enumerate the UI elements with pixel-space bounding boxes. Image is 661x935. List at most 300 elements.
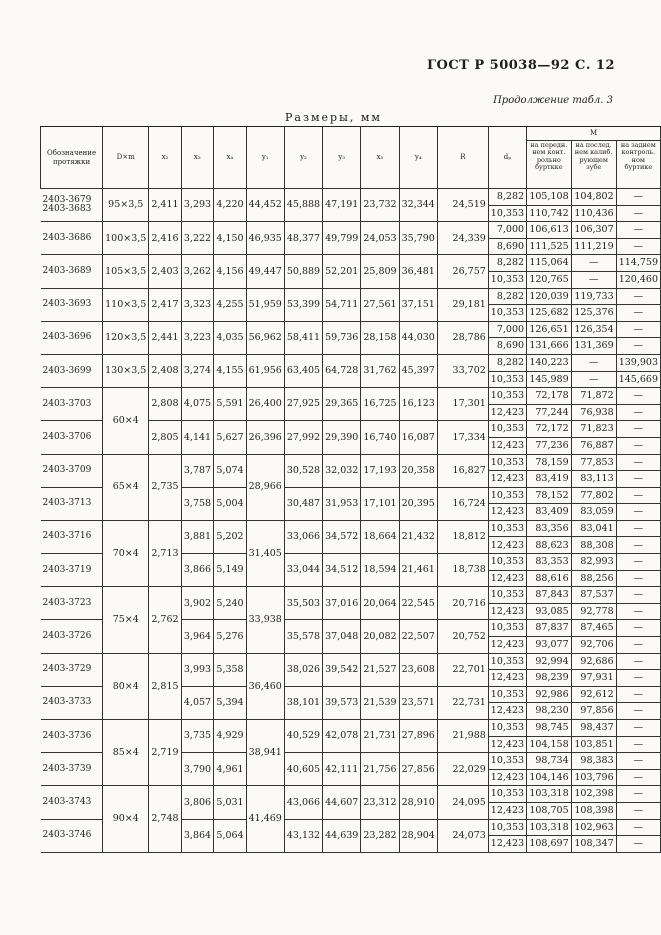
header-m: M bbox=[527, 127, 661, 141]
r-cell: 16,724 bbox=[437, 487, 488, 520]
header-dm: D×m bbox=[103, 127, 149, 189]
m-front-cell: 83,409 bbox=[527, 504, 572, 521]
designation-cell: 2403-3719 bbox=[41, 554, 103, 587]
m-last-cell: 77,853 bbox=[571, 454, 616, 471]
header-y3: y₃ bbox=[323, 127, 361, 189]
x5-cell: 21,731 bbox=[361, 720, 399, 753]
y4-cell: 45,397 bbox=[399, 354, 437, 387]
y3-cell: 32,032 bbox=[323, 454, 361, 487]
m-front-cell: 115,064 bbox=[527, 255, 572, 272]
dp-cell: 12,423 bbox=[488, 836, 526, 853]
y3-cell: 29,365 bbox=[323, 388, 361, 421]
m-last-cell: — bbox=[571, 354, 616, 371]
dm-cell: 100×3,5 bbox=[103, 222, 149, 255]
m-rear-cell: — bbox=[616, 471, 660, 488]
y4-cell: 44,030 bbox=[399, 321, 437, 354]
x3-cell: 3,806 bbox=[181, 786, 214, 819]
y2-cell: 40,529 bbox=[284, 720, 322, 753]
table-row bbox=[41, 653, 661, 670]
m-rear-cell: — bbox=[616, 222, 660, 239]
m-rear-cell: — bbox=[616, 305, 660, 322]
y1-cell: 49,447 bbox=[246, 255, 284, 288]
table-continuation-note: Продолжение табл. 3 bbox=[493, 95, 613, 106]
designation-cell: 2403-3713 bbox=[41, 487, 103, 520]
r-cell: 33,702 bbox=[437, 354, 488, 387]
table-row bbox=[41, 321, 661, 338]
dp-cell: 10,353 bbox=[488, 819, 526, 836]
m-last-cell: 87,537 bbox=[571, 587, 616, 604]
dp-cell: 12,423 bbox=[488, 603, 526, 620]
y4-cell: 27,896 bbox=[399, 720, 437, 753]
m-front-cell: 120,039 bbox=[527, 288, 572, 305]
header-y4: y₄ bbox=[399, 127, 437, 189]
x4-cell: 4,155 bbox=[214, 354, 247, 387]
m-last-cell: — bbox=[571, 371, 616, 388]
m-front-cell: 83,353 bbox=[527, 554, 572, 571]
m-rear-cell: — bbox=[616, 753, 660, 770]
y4-cell: 35,790 bbox=[399, 222, 437, 255]
header-m-front: на передн. нем конт. рольно бурткке bbox=[527, 141, 572, 189]
m-last-cell: 103,796 bbox=[571, 769, 616, 786]
x5-cell: 23,312 bbox=[361, 786, 399, 819]
x3-cell: 3,262 bbox=[181, 255, 214, 288]
m-last-cell: 98,437 bbox=[571, 720, 616, 737]
y3-cell: 44,639 bbox=[323, 819, 361, 852]
r-cell: 18,812 bbox=[437, 520, 488, 553]
r-cell: 18,738 bbox=[437, 554, 488, 587]
dp-cell: 10,353 bbox=[488, 305, 526, 322]
designation-cell: 2403-3716 bbox=[41, 520, 103, 553]
y3-cell: 54,711 bbox=[323, 288, 361, 321]
table-row bbox=[41, 288, 661, 305]
m-front-cell: 87,843 bbox=[527, 587, 572, 604]
x3-cell: 3,993 bbox=[181, 653, 214, 686]
x2-cell: 2,417 bbox=[149, 288, 181, 321]
x4-cell: 5,591 bbox=[214, 388, 247, 421]
m-front-cell: 72,178 bbox=[527, 388, 572, 405]
x3-cell: 3,222 bbox=[181, 222, 214, 255]
y2-cell: 38,026 bbox=[284, 653, 322, 686]
y4-cell: 32,344 bbox=[399, 189, 437, 222]
x4-cell: 5,240 bbox=[214, 587, 247, 620]
m-last-cell: 102,398 bbox=[571, 786, 616, 803]
y4-cell: 23,571 bbox=[399, 686, 437, 719]
m-front-cell: 77,244 bbox=[527, 404, 572, 421]
m-rear-cell: — bbox=[616, 786, 660, 803]
designation-cell: 2403-3729 bbox=[41, 653, 103, 686]
m-last-cell: 87,465 bbox=[571, 620, 616, 637]
x2-cell: 2,719 bbox=[149, 720, 181, 786]
m-front-cell: 105,108 bbox=[527, 189, 572, 206]
table-body bbox=[41, 189, 661, 853]
x3-cell: 3,787 bbox=[181, 454, 214, 487]
m-front-cell: 140,223 bbox=[527, 354, 572, 371]
y3-cell: 42,078 bbox=[323, 720, 361, 753]
x2-cell: 2,403 bbox=[149, 255, 181, 288]
m-last-cell: 76,887 bbox=[571, 437, 616, 454]
table-row bbox=[41, 587, 661, 604]
table-row bbox=[41, 720, 661, 737]
m-last-cell: 71,823 bbox=[571, 421, 616, 438]
y4-cell: 21,461 bbox=[399, 554, 437, 587]
dp-cell: 10,353 bbox=[488, 487, 526, 504]
dimensions-table bbox=[40, 126, 661, 853]
designation-cell: 2403-3696 bbox=[41, 321, 103, 354]
header-x2: x₂ bbox=[149, 127, 181, 189]
designation-cell: 2403-3739 bbox=[41, 753, 103, 786]
x4-cell: 4,929 bbox=[214, 720, 247, 753]
x4-cell: 5,394 bbox=[214, 686, 247, 719]
x3-cell: 3,864 bbox=[181, 819, 214, 852]
y4-cell: 22,545 bbox=[399, 587, 437, 620]
dp-cell: 8,282 bbox=[488, 354, 526, 371]
x2-cell: 2,762 bbox=[149, 587, 181, 653]
m-last-cell: 119,733 bbox=[571, 288, 616, 305]
dp-cell: 12,423 bbox=[488, 703, 526, 720]
m-rear-cell: — bbox=[616, 520, 660, 537]
y3-cell: 31,953 bbox=[323, 487, 361, 520]
x4-cell: 4,255 bbox=[214, 288, 247, 321]
m-front-cell: 103,318 bbox=[527, 786, 572, 803]
x4-cell: 5,064 bbox=[214, 819, 247, 852]
x5-cell: 27,561 bbox=[361, 288, 399, 321]
m-front-cell: 131,666 bbox=[527, 338, 572, 355]
dp-cell: 10,353 bbox=[488, 520, 526, 537]
page-header: ГОСТ Р 50038—92 С. 12 bbox=[427, 58, 615, 73]
table-row bbox=[41, 189, 661, 206]
y3-cell: 29,390 bbox=[323, 421, 361, 454]
m-rear-cell: — bbox=[616, 587, 660, 604]
m-rear-cell: — bbox=[616, 620, 660, 637]
y2-cell: 40,605 bbox=[284, 753, 322, 786]
y2-cell: 63,405 bbox=[284, 354, 322, 387]
x2-cell: 2,411 bbox=[149, 189, 181, 222]
m-front-cell: 98,239 bbox=[527, 670, 572, 687]
x2-cell: 2,808 bbox=[149, 388, 181, 421]
m-rear-cell: — bbox=[616, 338, 660, 355]
y4-cell: 20,358 bbox=[399, 454, 437, 487]
dp-cell: 12,423 bbox=[488, 570, 526, 587]
dp-cell: 10,353 bbox=[488, 686, 526, 703]
designation-cell: 2403-3703 bbox=[41, 388, 103, 421]
r-cell: 17,334 bbox=[437, 421, 488, 454]
dp-cell: 8,282 bbox=[488, 189, 526, 206]
y3-cell: 42,111 bbox=[323, 753, 361, 786]
dp-cell: 10,353 bbox=[488, 786, 526, 803]
x4-cell: 5,031 bbox=[214, 786, 247, 819]
dp-cell: 12,423 bbox=[488, 471, 526, 488]
m-front-cell: 111,525 bbox=[527, 238, 572, 255]
y2-cell: 38,101 bbox=[284, 686, 322, 719]
m-front-cell: 88,616 bbox=[527, 570, 572, 587]
m-rear-cell: — bbox=[616, 189, 660, 206]
designation-cell: 2403-3706 bbox=[41, 421, 103, 454]
y3-cell: 64,728 bbox=[323, 354, 361, 387]
x5-cell: 28,158 bbox=[361, 321, 399, 354]
m-front-cell: 78,159 bbox=[527, 454, 572, 471]
r-cell: 22,731 bbox=[437, 686, 488, 719]
r-cell: 24,073 bbox=[437, 819, 488, 852]
y2-cell: 35,578 bbox=[284, 620, 322, 653]
m-front-cell: 83,419 bbox=[527, 471, 572, 488]
m-last-cell: 71,872 bbox=[571, 388, 616, 405]
m-last-cell: 97,856 bbox=[571, 703, 616, 720]
x5-cell: 18,594 bbox=[361, 554, 399, 587]
y3-cell: 44,607 bbox=[323, 786, 361, 819]
x4-cell: 5,074 bbox=[214, 454, 247, 487]
y2-cell: 43,066 bbox=[284, 786, 322, 819]
y2-cell: 45,888 bbox=[284, 189, 322, 222]
y4-cell: 21,432 bbox=[399, 520, 437, 553]
m-front-cell: 92,994 bbox=[527, 653, 572, 670]
y4-cell: 22,507 bbox=[399, 620, 437, 653]
x4-cell: 4,150 bbox=[214, 222, 247, 255]
x2-cell: 2,441 bbox=[149, 321, 181, 354]
m-rear-cell: — bbox=[616, 487, 660, 504]
y3-cell: 34,572 bbox=[323, 520, 361, 553]
y4-cell: 27,856 bbox=[399, 753, 437, 786]
m-last-cell: 88,256 bbox=[571, 570, 616, 587]
table-row bbox=[41, 454, 661, 471]
m-rear-cell: — bbox=[616, 554, 660, 571]
m-rear-cell: 139,903 bbox=[616, 354, 660, 371]
m-last-cell: 98,383 bbox=[571, 753, 616, 770]
r-cell: 24,519 bbox=[437, 189, 488, 222]
m-rear-cell: — bbox=[616, 819, 660, 836]
table-row bbox=[41, 354, 661, 371]
m-rear-cell: — bbox=[616, 670, 660, 687]
dp-cell: 7,000 bbox=[488, 222, 526, 239]
x3-cell: 3,964 bbox=[181, 620, 214, 653]
y3-cell: 52,201 bbox=[323, 255, 361, 288]
y2-cell: 50,889 bbox=[284, 255, 322, 288]
m-last-cell: 88,308 bbox=[571, 537, 616, 554]
m-rear-cell: — bbox=[616, 321, 660, 338]
m-rear-cell: — bbox=[616, 703, 660, 720]
x3-cell: 3,902 bbox=[181, 587, 214, 620]
y1-cell: 44,452 bbox=[246, 189, 284, 222]
dp-cell: 10,353 bbox=[488, 720, 526, 737]
x4-cell: 5,202 bbox=[214, 520, 247, 553]
m-last-cell: 103,851 bbox=[571, 736, 616, 753]
x5-cell: 20,082 bbox=[361, 620, 399, 653]
r-cell: 17,301 bbox=[437, 388, 488, 421]
dp-cell: 12,423 bbox=[488, 802, 526, 819]
m-last-cell: 108,347 bbox=[571, 836, 616, 853]
m-last-cell: 125,376 bbox=[571, 305, 616, 322]
m-front-cell: 93,077 bbox=[527, 637, 572, 654]
m-rear-cell: — bbox=[616, 802, 660, 819]
y3-cell: 47,191 bbox=[323, 189, 361, 222]
y1-cell: 38,941 bbox=[246, 720, 284, 786]
y1-cell: 28,966 bbox=[246, 454, 284, 520]
dp-cell: 7,000 bbox=[488, 321, 526, 338]
dp-cell: 12,423 bbox=[488, 769, 526, 786]
x5-cell: 21,539 bbox=[361, 686, 399, 719]
m-rear-cell: 120,460 bbox=[616, 271, 660, 288]
m-front-cell: 87,837 bbox=[527, 620, 572, 637]
dp-cell: 12,423 bbox=[488, 670, 526, 687]
m-front-cell: 88,623 bbox=[527, 537, 572, 554]
table-row bbox=[41, 786, 661, 803]
m-last-cell: — bbox=[571, 255, 616, 272]
x3-cell: 4,141 bbox=[181, 421, 214, 454]
m-last-cell: 82,993 bbox=[571, 554, 616, 571]
x5-cell: 17,193 bbox=[361, 454, 399, 487]
x5-cell: 17,101 bbox=[361, 487, 399, 520]
m-last-cell: 92,778 bbox=[571, 603, 616, 620]
dp-cell: 10,353 bbox=[488, 371, 526, 388]
y1-cell: 31,405 bbox=[246, 520, 284, 586]
designation-cell: 2403-3693 bbox=[41, 288, 103, 321]
x4-cell: 5,149 bbox=[214, 554, 247, 587]
dm-cell: 90×4 bbox=[103, 786, 149, 852]
m-rear-cell: 114,759 bbox=[616, 255, 660, 272]
dm-cell: 80×4 bbox=[103, 653, 149, 719]
dm-cell: 85×4 bbox=[103, 720, 149, 786]
m-rear-cell: — bbox=[616, 537, 660, 554]
m-last-cell: 108,398 bbox=[571, 802, 616, 819]
y2-cell: 27,992 bbox=[284, 421, 322, 454]
y1-cell: 41,469 bbox=[246, 786, 284, 852]
m-rear-cell: — bbox=[616, 288, 660, 305]
m-rear-cell: — bbox=[616, 570, 660, 587]
r-cell: 24,339 bbox=[437, 222, 488, 255]
y1-cell: 46,935 bbox=[246, 222, 284, 255]
y4-cell: 23,608 bbox=[399, 653, 437, 686]
dp-cell: 10,353 bbox=[488, 653, 526, 670]
y1-cell: 61,956 bbox=[246, 354, 284, 387]
header-y1: y₁ bbox=[246, 127, 284, 189]
x5-cell: 21,756 bbox=[361, 753, 399, 786]
m-rear-cell: — bbox=[616, 388, 660, 405]
m-front-cell: 83,356 bbox=[527, 520, 572, 537]
header-designation: Обозначение протяжки bbox=[41, 127, 103, 189]
header-x4: x₄ bbox=[214, 127, 247, 189]
x3-cell: 3,758 bbox=[181, 487, 214, 520]
dm-cell: 110×3,5 bbox=[103, 288, 149, 321]
r-cell: 20,716 bbox=[437, 587, 488, 620]
m-front-cell: 145,989 bbox=[527, 371, 572, 388]
designation-cell: 2403-3723 bbox=[41, 587, 103, 620]
y2-cell: 33,066 bbox=[284, 520, 322, 553]
m-last-cell: 92,706 bbox=[571, 637, 616, 654]
m-front-cell: 98,745 bbox=[527, 720, 572, 737]
designation-cell: 2403-3743 bbox=[41, 786, 103, 819]
designation-cell: 2403-3746 bbox=[41, 819, 103, 852]
dp-cell: 12,423 bbox=[488, 537, 526, 554]
m-rear-cell: — bbox=[616, 454, 660, 471]
r-cell: 20,752 bbox=[437, 620, 488, 653]
x2-cell: 2,416 bbox=[149, 222, 181, 255]
m-rear-cell: — bbox=[616, 836, 660, 853]
dp-cell: 10,353 bbox=[488, 753, 526, 770]
m-rear-cell: — bbox=[616, 238, 660, 255]
y1-cell: 33,938 bbox=[246, 587, 284, 653]
designation-cell: 2403-3686 bbox=[41, 222, 103, 255]
x3-cell: 3,790 bbox=[181, 753, 214, 786]
m-front-cell: 110,742 bbox=[527, 205, 572, 222]
m-front-cell: 125,682 bbox=[527, 305, 572, 322]
m-rear-cell: — bbox=[616, 653, 660, 670]
m-rear-cell: — bbox=[616, 504, 660, 521]
dm-cell: 105×3,5 bbox=[103, 255, 149, 288]
r-cell: 22,029 bbox=[437, 753, 488, 786]
x2-cell: 2,408 bbox=[149, 354, 181, 387]
dp-cell: 10,353 bbox=[488, 554, 526, 571]
y2-cell: 30,528 bbox=[284, 454, 322, 487]
m-last-cell: 106,307 bbox=[571, 222, 616, 239]
y3-cell: 37,048 bbox=[323, 620, 361, 653]
r-cell: 16,827 bbox=[437, 454, 488, 487]
m-rear-cell: — bbox=[616, 404, 660, 421]
x4-cell: 4,220 bbox=[214, 189, 247, 222]
y4-cell: 28,910 bbox=[399, 786, 437, 819]
r-cell: 22,701 bbox=[437, 653, 488, 686]
x3-cell: 3,866 bbox=[181, 554, 214, 587]
x5-cell: 31,762 bbox=[361, 354, 399, 387]
x5-cell: 23,732 bbox=[361, 189, 399, 222]
y4-cell: 16,123 bbox=[399, 388, 437, 421]
y4-cell: 20,395 bbox=[399, 487, 437, 520]
m-front-cell: 120,765 bbox=[527, 271, 572, 288]
m-rear-cell: — bbox=[616, 205, 660, 222]
y3-cell: 34,512 bbox=[323, 554, 361, 587]
dp-cell: 10,353 bbox=[488, 421, 526, 438]
m-front-cell: 104,158 bbox=[527, 736, 572, 753]
m-front-cell: 93,085 bbox=[527, 603, 572, 620]
dp-cell: 12,423 bbox=[488, 404, 526, 421]
m-rear-cell: — bbox=[616, 421, 660, 438]
table-row bbox=[41, 388, 661, 405]
header-m-rear: на заднем контроль. ном буртике bbox=[616, 141, 660, 189]
m-last-cell: 83,041 bbox=[571, 520, 616, 537]
x2-cell: 2,815 bbox=[149, 653, 181, 719]
dp-cell: 10,353 bbox=[488, 388, 526, 405]
dp-cell: 10,353 bbox=[488, 620, 526, 637]
x3-cell: 3,293 bbox=[181, 189, 214, 222]
table-row bbox=[41, 520, 661, 537]
y2-cell: 33,044 bbox=[284, 554, 322, 587]
m-front-cell: 72,172 bbox=[527, 421, 572, 438]
x5-cell: 16,725 bbox=[361, 388, 399, 421]
r-cell: 28,786 bbox=[437, 321, 488, 354]
x5-cell: 24,053 bbox=[361, 222, 399, 255]
y3-cell: 49,799 bbox=[323, 222, 361, 255]
designation-cell: 2403-3699 bbox=[41, 354, 103, 387]
x5-cell: 18,664 bbox=[361, 520, 399, 553]
dp-cell: 8,690 bbox=[488, 338, 526, 355]
r-cell: 21,988 bbox=[437, 720, 488, 753]
dp-cell: 12,423 bbox=[488, 437, 526, 454]
dm-cell: 130×3,5 bbox=[103, 354, 149, 387]
dm-cell: 75×4 bbox=[103, 587, 149, 653]
x2-cell: 2,735 bbox=[149, 454, 181, 520]
designation-cell: 2403-3733 bbox=[41, 686, 103, 719]
designation-cell: 2403-3689 bbox=[41, 255, 103, 288]
header-x5: x₅ bbox=[361, 127, 399, 189]
r-cell: 29,181 bbox=[437, 288, 488, 321]
y4-cell: 37,151 bbox=[399, 288, 437, 321]
dp-cell: 8,690 bbox=[488, 238, 526, 255]
x5-cell: 25,809 bbox=[361, 255, 399, 288]
header-m-last: на послед. нем калиб. рующем зубе bbox=[571, 141, 616, 189]
dp-cell: 12,423 bbox=[488, 736, 526, 753]
m-rear-cell: — bbox=[616, 736, 660, 753]
y1-cell: 36,460 bbox=[246, 653, 284, 719]
m-last-cell: 97,931 bbox=[571, 670, 616, 687]
x2-cell: 2,713 bbox=[149, 520, 181, 586]
